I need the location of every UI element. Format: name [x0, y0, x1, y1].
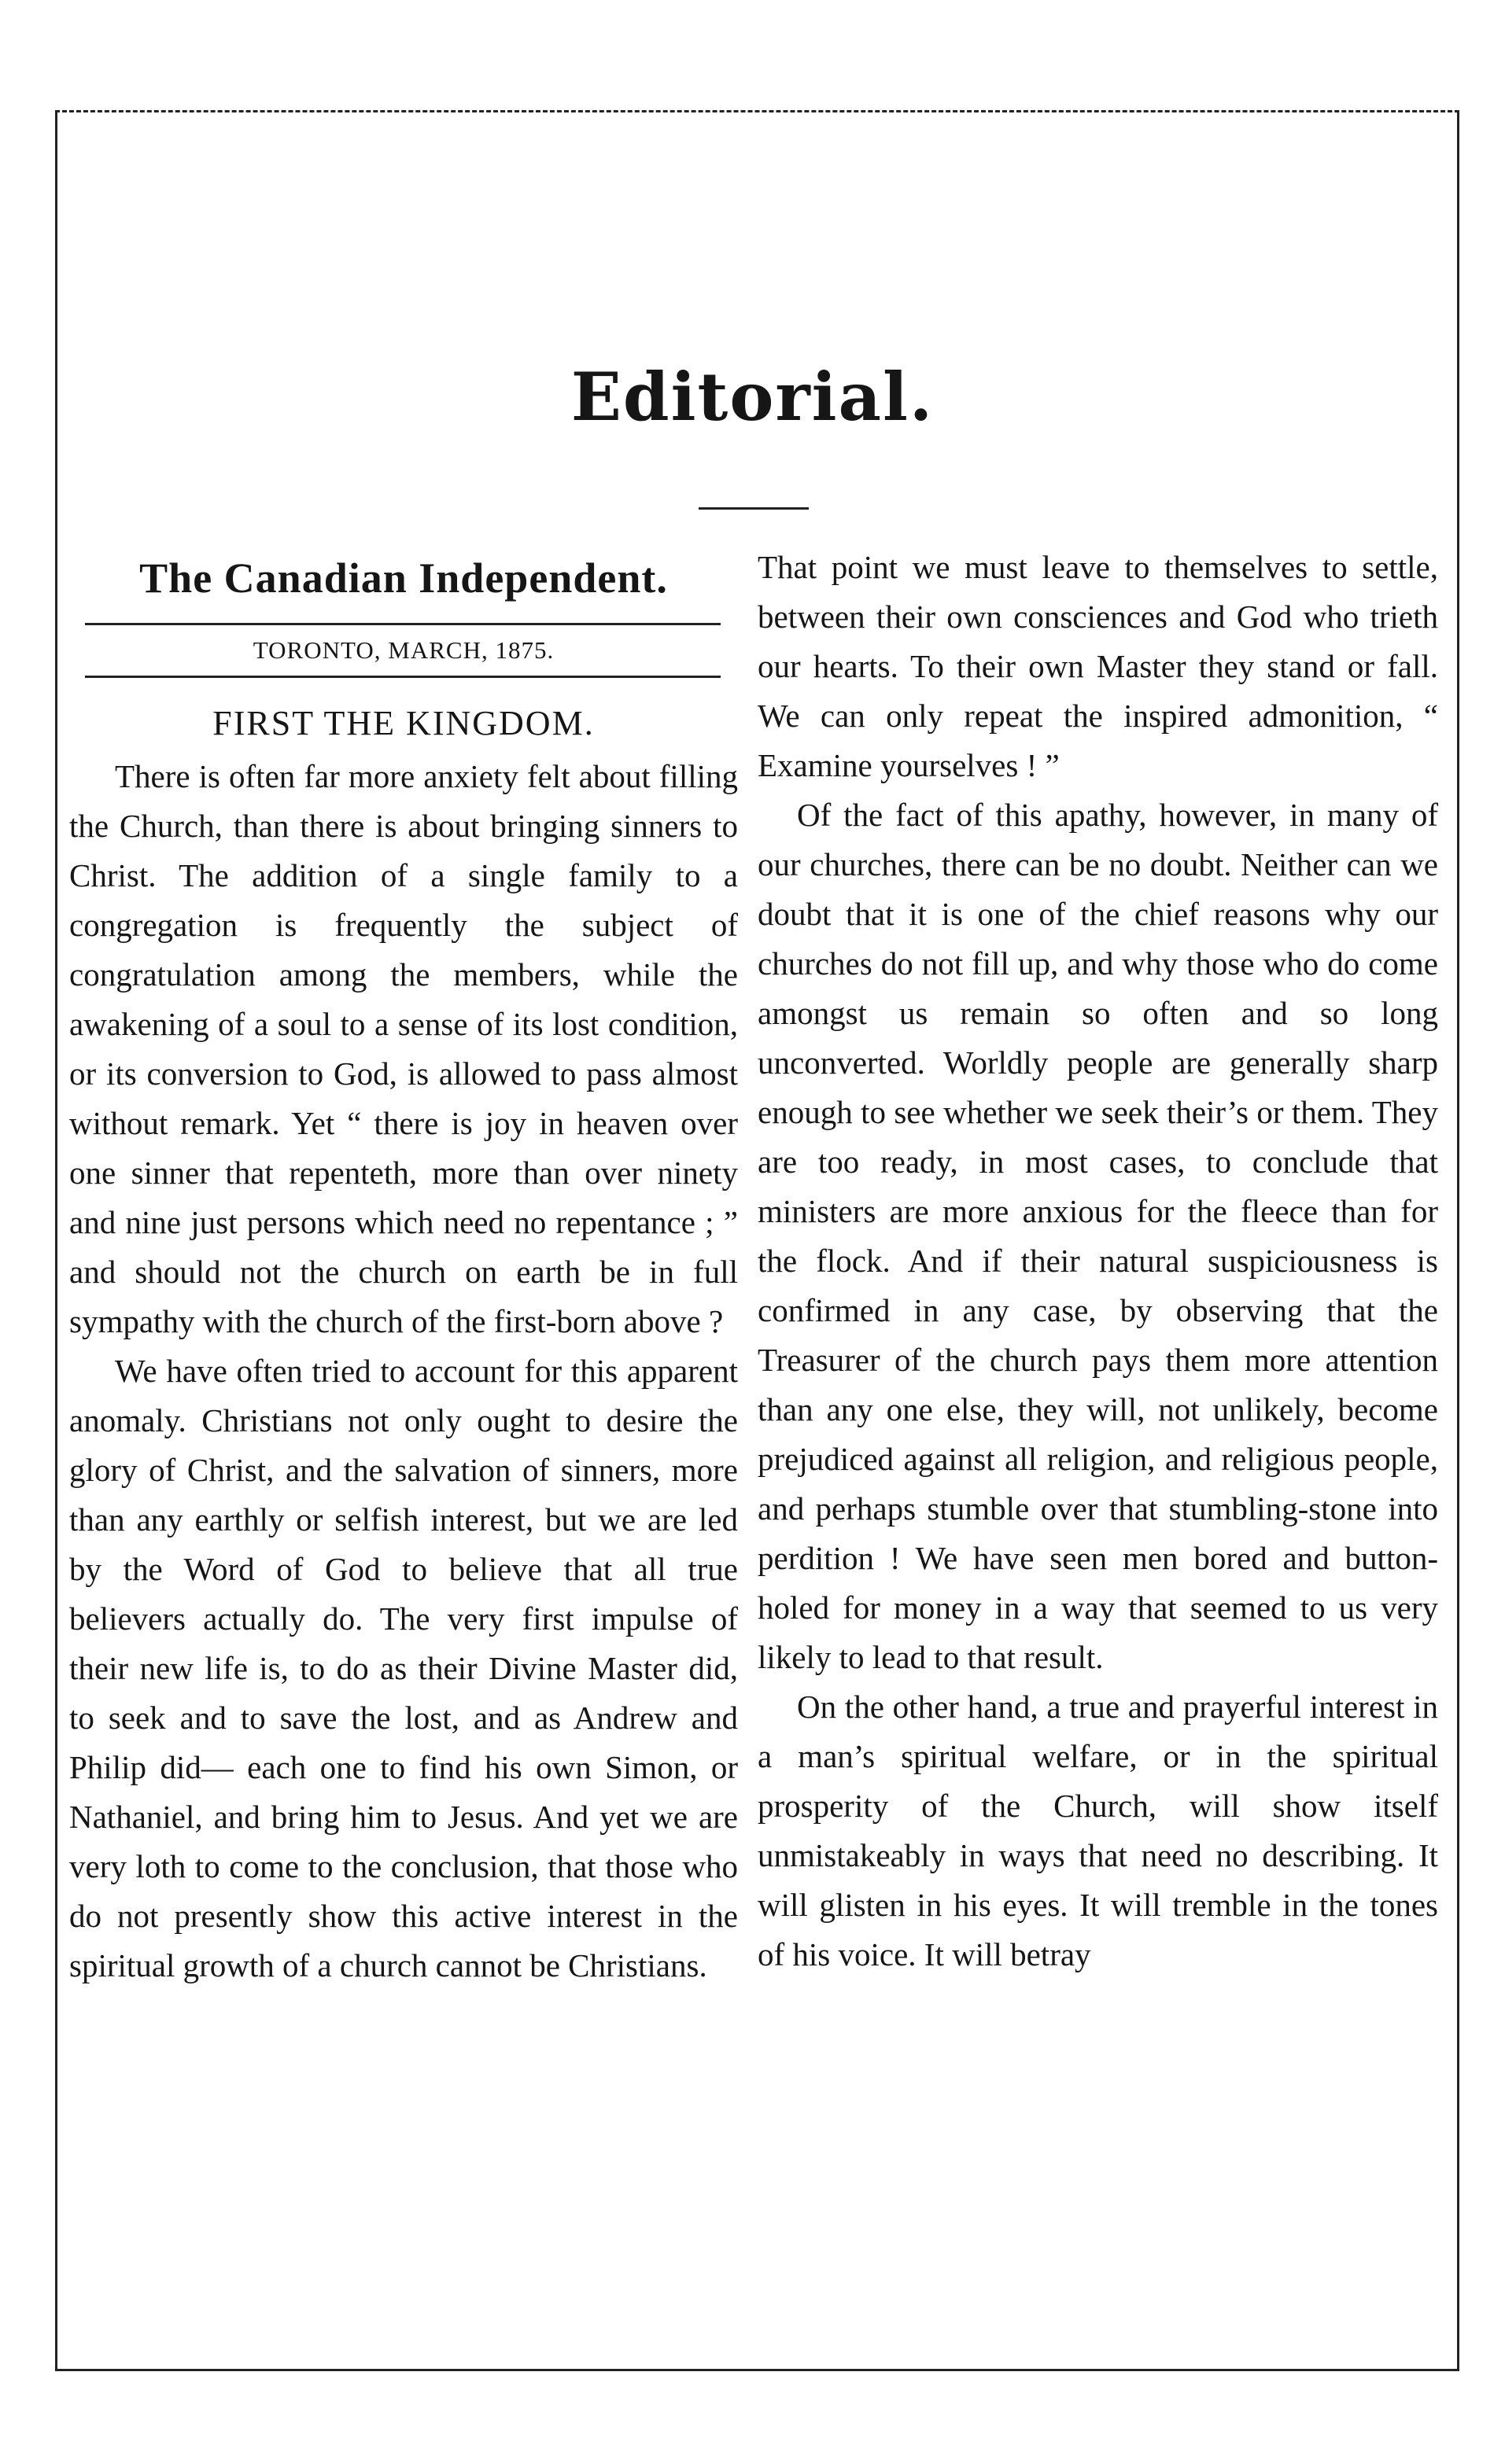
right-column: [758, 543, 1438, 1980]
masthead-rule-bottom: [85, 676, 721, 678]
left-paragraph-1: There is often far more anxiety felt about filling the Church, than there is about bringing sinners to Christ. The addition of a single family to a congregation is frequently the subject of congratulation among the members, while the awakening of a soul to a sense of its lost condition, or its conversion to God, is allowed to pass almost without remark. Yet “ there is joy in heaven over one sinner that repenteth, more than over ninety and nine just persons which need no repentance ; ” and should not the church on earth be in full sympathy with the church of the first-born above ?: [69, 758, 738, 1339]
heading-divider: [699, 507, 809, 510]
article-title: FIRST THE KINGDOM.: [212, 704, 595, 742]
right-paragraph-1: That point we must leave to themselves to settle, between their own consciences and God who trieth our hearts. To their own Master they stand or fall. We can only repeat the inspired admonition, “ Examine yourselves ! ”: [758, 549, 1438, 783]
right-paragraph-3: On the other hand, a true and prayerful interest in a man’s spiritual welfare, or in the spiritual prosperity of the Church, will show itself unmistakeably in ways that need no describing. It will glisten in his eyes. It will tremble in the tones of his voice. It will betray: [758, 1689, 1438, 1972]
left-paragraph-2: We have often tried to account for this apparent anomaly. Christians not only ought to desire the glory of Christ, and the salvation of sinners, more than any earthly or selfish interest, but we are led by the Word of God to believe that all true believers actually do. The very first impulse of their new life is, to do as their Divine Master did, to seek and to save the lost, and as Andrew and Philip did— each one to find his own Simon, or Nathaniel, and bring him to Jesus. And yet we are very loth to come to the conclusion, that those who do not presently show this active interest in the spiritual growth of a church cannot be Christians.: [69, 1353, 738, 1983]
left-column: [69, 543, 738, 1991]
masthead-title: The Canadian Independent.: [139, 554, 668, 602]
right-paragraph-2: Of the fact of this apathy, however, in many of our churches, there can be no doubt. Neither can we doubt that it is one of the chief reasons why our churches do not fill up, and why those who do come amongst us remain so often and so long unconverted. Worldly people are generally sharp enough to see whether we seek their’s or them. They are too ready, in most cases, to conclude that ministers are more anxious for the fleece than for the flock. And if their natural suspiciousness is confirmed in any case, by observing that the Treasurer of the church pays them more attention than any one else, they will, not unlikely, become prejudiced against all religion, and religious people, and perhaps stumble over that stumbling-stone into perdition ! We have seen men bored and button-holed for money in a way that seemed to us very likely to lead to that result.: [758, 797, 1438, 1675]
section-heading: Editorial.: [570, 358, 935, 436]
dateline: TORONTO, MARCH, 1875.: [253, 636, 555, 664]
